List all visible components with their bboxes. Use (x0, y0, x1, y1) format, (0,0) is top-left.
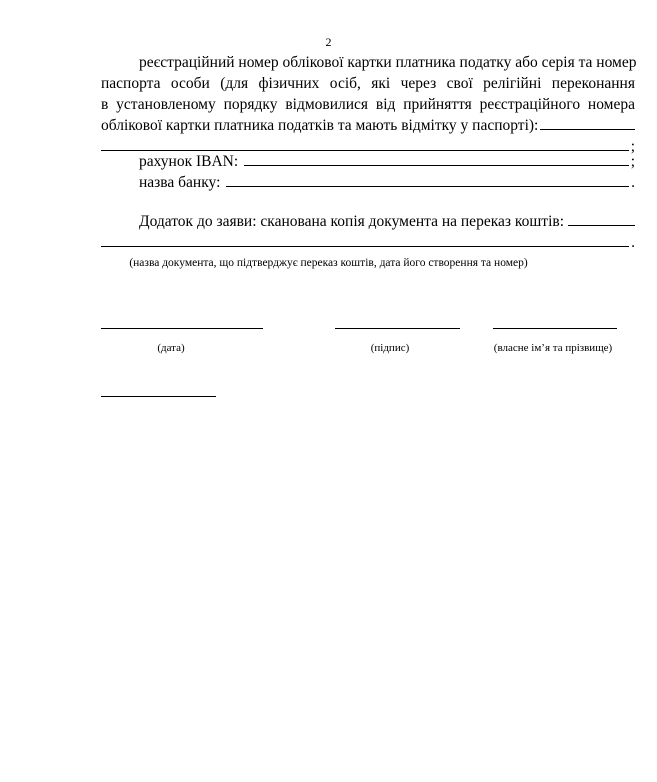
bank-field[interactable] (226, 173, 629, 187)
attachment-label: Додаток до заяви: сканована копія документа на переказ коштів: (139, 213, 565, 230)
taxpayer-id-paragraph (101, 52, 635, 157)
line-end-punctuation: . (631, 174, 635, 191)
paragraph-line: облікової картки платника податків та мають відмітку у паспорті): (101, 117, 539, 134)
attachment-field[interactable] (568, 212, 635, 226)
taxpayer-id-field-continued[interactable] (101, 137, 629, 151)
attachment-section (101, 212, 635, 254)
name-field[interactable] (493, 328, 617, 329)
paragraph-line-with-field (101, 115, 635, 136)
date-label: (дата) (157, 342, 185, 354)
signature-field[interactable] (335, 328, 460, 329)
attachment-hint: (назва документа, що підтверджує переказ коштів, дата його створення та номер) (129, 257, 528, 269)
date-field[interactable] (101, 328, 263, 329)
line-end-punctuation: ; (630, 138, 635, 155)
line-end-punctuation: . (631, 234, 635, 251)
attachment-field-continued[interactable] (101, 233, 629, 247)
line-end-punctuation: ; (630, 153, 635, 170)
iban-row (101, 152, 635, 171)
iban-field[interactable] (244, 152, 629, 166)
paragraph-line: реєстраційний номер облікової картки платника податку або серія та номер (139, 54, 637, 71)
bank-row (101, 173, 635, 192)
taxpayer-id-field[interactable] (540, 116, 635, 130)
paragraph-line: в установленому порядку відмовилися від прийняття реєстраційного номера (101, 96, 635, 113)
page-number: 2 (325, 35, 332, 49)
footnote-separator (101, 396, 216, 397)
paragraph-line: паспорта особи (для фізичних осіб, які через свої релігійні переконання (101, 75, 635, 92)
signature-label: (підпис) (370, 342, 410, 354)
iban-label: рахунок IBAN: (139, 153, 239, 170)
name-label: (власне ім’я та прізвище) (493, 342, 613, 354)
bank-label: назва банку: (139, 174, 221, 191)
